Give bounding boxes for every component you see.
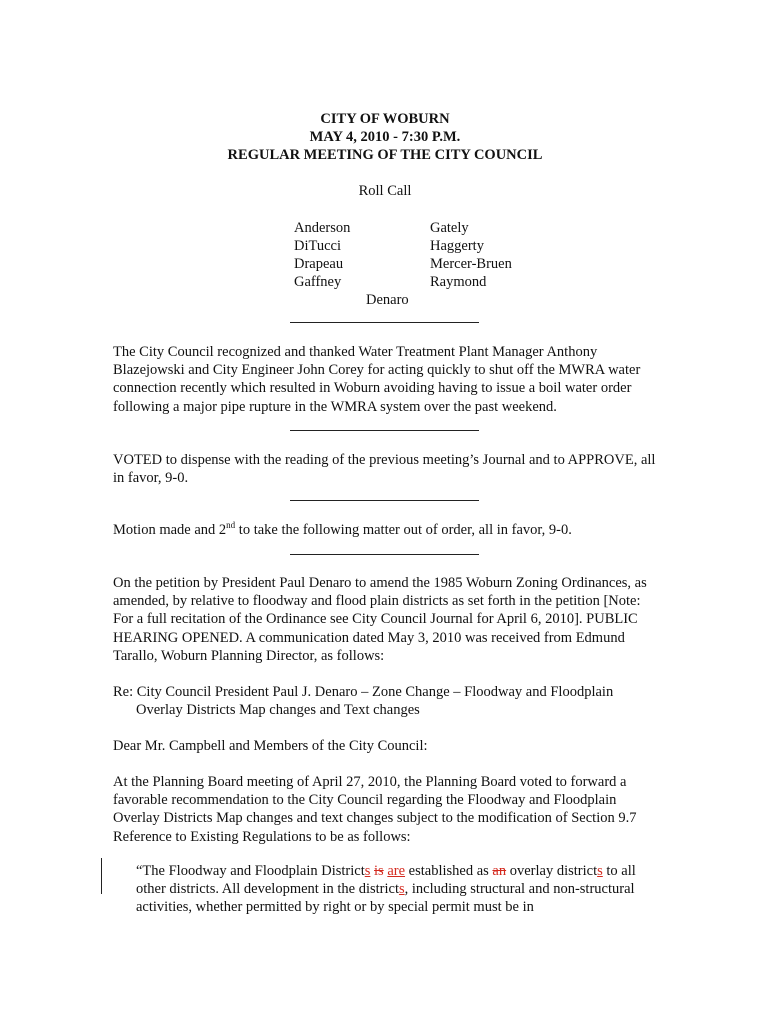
- planning-board-paragraph: At the Planning Board meeting of April 27, 2010, the Planning Board voted to forward a favorable recommendation to the City Council regarding the Floodway and Floodplain Overlay Districts Map changes and text changes subject to the modification of Section 9.7 Reference to Existing Regulations to be as follows:: [113, 774, 637, 845]
- roll-call-president: Denaro: [366, 292, 409, 308]
- motion-text: Motion made and 2: [113, 522, 227, 538]
- deleted-text: is: [374, 863, 384, 879]
- header-date: MAY 4, 2010 - 7:30 P.M.: [309, 129, 461, 145]
- roll-call-title: Roll Call: [358, 183, 412, 199]
- roll-call-name: DiTucci: [294, 238, 341, 254]
- section-divider: [290, 500, 479, 501]
- header-meeting: REGULAR MEETING OF THE CITY COUNCIL: [227, 147, 543, 163]
- quote-text: overlay district: [506, 863, 598, 879]
- petition-paragraph: On the petition by President Paul Denaro to amend the 1985 Woburn Zoning Ordinances, as amended, by relative to floodway and flood plain districts as set forth in the petition [Note: For a full recitation of the Ordinance see City Council Journal for April 6, 2010]. PUBLIC HEARING OPENED. A communication dated May 3, 2010 was received from Edmund Tarallo, Woburn Planning Director, as follows:: [113, 575, 647, 664]
- quote-text: , including structural and non-structural activities, whether permitted by right or by special permit must be in: [136, 881, 635, 916]
- revision-change-bar: [101, 858, 102, 894]
- section-divider: [290, 554, 479, 555]
- re-line: Re: City Council President Paul J. Denaro – Zone Change – Floodway and Floodplain Overlay Districts Map changes and Text changes: [113, 684, 614, 719]
- section-divider: [290, 430, 479, 431]
- deleted-text: an: [492, 863, 507, 879]
- quote-text: to all other districts. All development in the district: [136, 863, 636, 898]
- roll-call-name: Gaffney: [294, 274, 342, 290]
- section-divider: [290, 322, 479, 323]
- ordinance-quote: [136, 862, 666, 917]
- roll-call-name: Raymond: [430, 274, 487, 290]
- roll-call-name: Drapeau: [294, 256, 344, 272]
- voted-paragraph: VOTED to dispense with the reading of the previous meeting’s Journal and to APPROVE, all in favor, 9-0.: [113, 452, 656, 487]
- motion-paragraph: [113, 521, 658, 539]
- motion-text: to take the following matter out of order, all in favor, 9-0.: [235, 522, 572, 538]
- inserted-text: s: [398, 881, 405, 898]
- inserted-text: s: [364, 863, 371, 879]
- header-city: CITY OF WOBURN: [320, 111, 450, 127]
- roll-call-name: Anderson: [294, 220, 351, 236]
- salutation: Dear Mr. Campbell and Members of the City Council:: [113, 738, 428, 754]
- roll-call-name: Haggerty: [430, 238, 484, 254]
- inserted-text: are: [387, 863, 406, 879]
- inserted-text: s: [597, 863, 603, 879]
- roll-call-name: Gately: [430, 220, 469, 236]
- recognition-paragraph: The City Council recognized and thanked Water Treatment Plant Manager Anthony Blazejowski and City Engineer John Corey for acting quickly to shut off the MWRA water connection recently which resulted in Woburn avoiding having to issue a boil water order following a major pipe rupture in the WMRA system over the past weekend.: [113, 344, 641, 415]
- roll-call-name: Mercer-Bruen: [430, 256, 512, 272]
- quote-text: “The Floodway and Floodplain District: [136, 863, 365, 879]
- quote-text: established as: [405, 863, 493, 879]
- ordinal-suffix: nd: [226, 520, 236, 531]
